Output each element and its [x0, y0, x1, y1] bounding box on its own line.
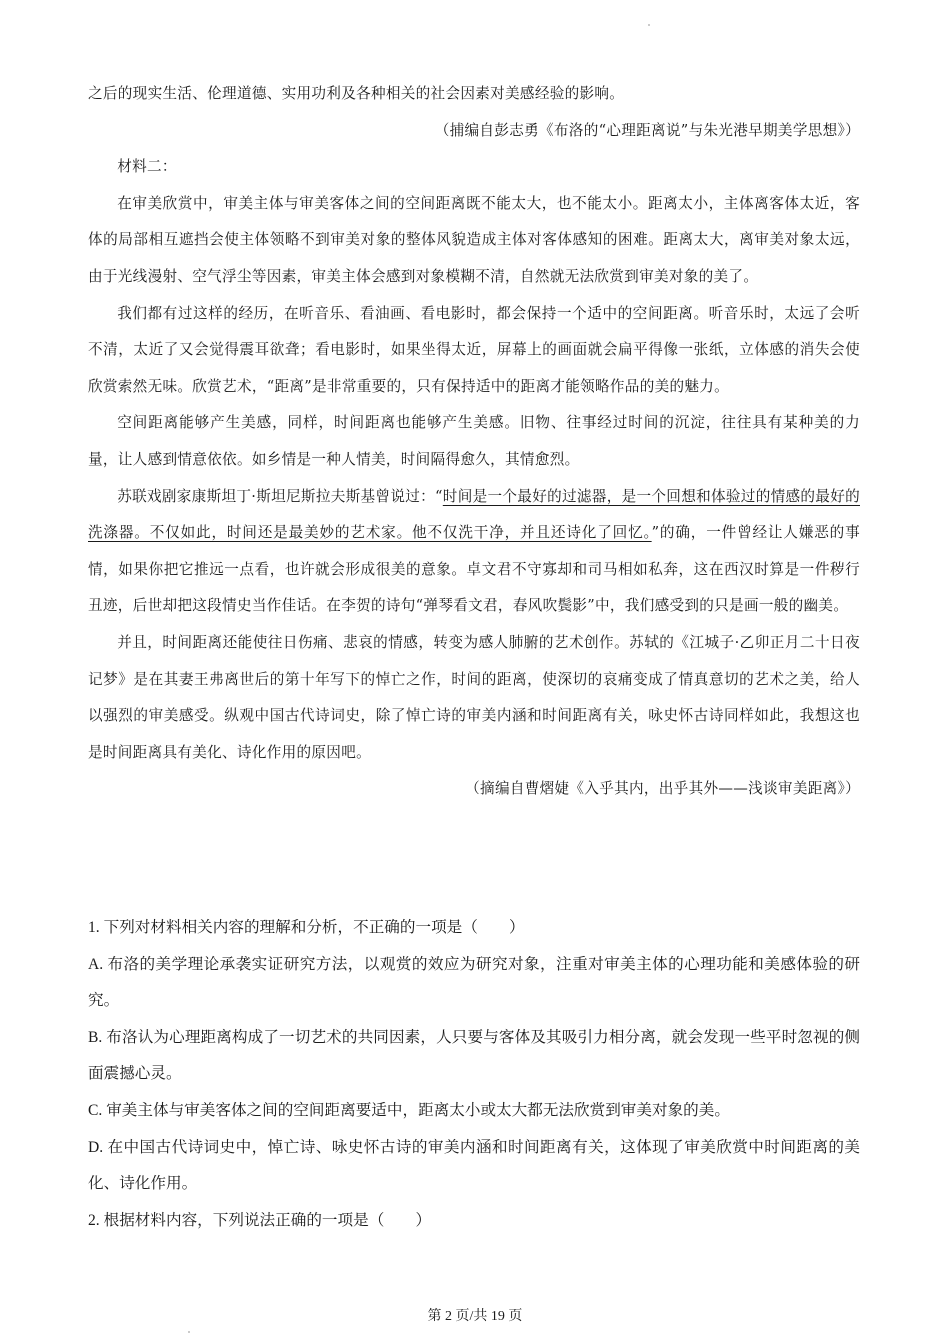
material-2-paragraph-2: 我们都有过这样的经历，在听音乐、看油画、看电影时，都会保持一个适中的空间距离。听音乐时，太远了会听不清，太近了又会觉得震耳欲聋；看电影时，如果坐得太近，屏幕上的画面就会扁平得像一张纸，立体感的消失会使欣赏索然无味。欣赏艺术，“距离”是非常重要的，只有保持适中的距离才能领略作品的美的魅力。	[88, 304, 860, 395]
underlined-quote: 时间是一个最好的过滤器，是一个回想和体验过的情感的最好的洗涤器。不仅如此，时间还是最美妙的艺术家。他不仅洗干净，并且还诗化了回忆。	[88, 487, 860, 542]
reading-passage	[88, 76, 860, 808]
page-footer: 第 2 页/共 19 页	[427, 1309, 523, 1324]
question-section	[88, 910, 860, 1239]
question-1-option-c: C. 审美主体与审美客体之间的空间距离要适中，距离太小或太大都无法欣赏到审美对象的美。	[88, 1101, 730, 1119]
material-1-tail: 之后的现实生活、伦理道德、实用功利及各种相关的社会因素对美感经验的影响。	[88, 85, 625, 102]
material-2-citation: （摘编自曹熠婕《入乎其内，出乎其外——浅谈审美距离》）	[465, 780, 860, 798]
scan-speck	[648, 24, 650, 26]
material-2-paragraph-1: 在审美欣赏中，审美主体与审美客体之间的空间距离既不能太大，也不能太小。距离太小，主体离客体太近，客体的局部相互遮挡会使主体领略不到审美对象的整体风貌造成主体对客体感知的困难。距离太大，离审美对象太远，由于光线漫射、空气浮尘等因素，审美主体会感到对象模糊不清，自然就无法欣赏到审美对象的美了。	[88, 194, 860, 285]
material-2-paragraph-5: 并且，时间距离还能使往日伤痛、悲哀的情感，转变为感人肺腑的艺术创作。苏轼的《江城子·乙卯正月二十日夜记梦》是在其妻王弗离世后的第十年写下的悼亡之作，时间的距离，使深切的哀痛变成了情真意切的艺术之美，给人以强烈的审美感受。纵观中国古代诗词史，除了悼亡诗的审美内涵和时间距离有关，咏史怀古诗同样如此，我想这也是时间距离具有美化、诗化作用的原因吧。	[88, 633, 860, 761]
scan-speck	[188, 1331, 190, 1333]
paragraph-4-rest: ”的确，一件曾经让人嫌恶的事情，如果你把它推远一点看，也许就会形成很美的意象。卓文君不守寡却和司马相如私奔，这在西汉时算是一件秽行丑迹，后世却把这段情史当作佳话。在李贺的诗句“弹琴看文君，春风吹鬓影”中，我们感受到的只是画一般的幽美。	[88, 524, 860, 615]
material-2-paragraph-4	[88, 479, 860, 625]
material-1-citation: （捕编自彭志勇《布洛的“心理距离说”与朱光港早期美学思想》）	[434, 121, 860, 139]
material-2-heading: 材料二：	[117, 158, 177, 176]
question-1-option-a: A. 布洛的美学理论承袭实证研究方法，以观赏的效应为研究对象，注重对审美主体的心理功能和美感体验的研究。	[88, 955, 860, 1010]
question-1-stem: 1. 下列对材料相关内容的理解和分析，不正确的一项是（ ）	[88, 919, 525, 936]
question-1-option-b: B. 布洛认为心理距离构成了一切艺术的共同因素，人只要与客体及其吸引力相分离，就会发现一些平时忽视的侧面震撼心灵。	[88, 1028, 860, 1083]
question-1-option-d: D. 在中国古代诗词史中，悼亡诗、咏史怀古诗的审美内涵和时间距离有关，这体现了审美欣赏中时间距离的美化、诗化作用。	[88, 1138, 860, 1193]
paragraph-4-lead: 苏联戏剧家康斯坦丁·斯坦尼斯拉夫斯基曾说过：“	[117, 487, 443, 505]
question-2-stem: 2. 根据材料内容，下列说法正确的一项是（ ）	[88, 1211, 432, 1229]
material-2-paragraph-3: 空间距离能够产生美感，同样，时间距离也能够产生美感。旧物、往事经过时间的沉淀，往往具有某种美的力量，让人感到情意依依。如乡情是一种人情美，时间隔得愈久，其情愈烈。	[88, 414, 860, 468]
